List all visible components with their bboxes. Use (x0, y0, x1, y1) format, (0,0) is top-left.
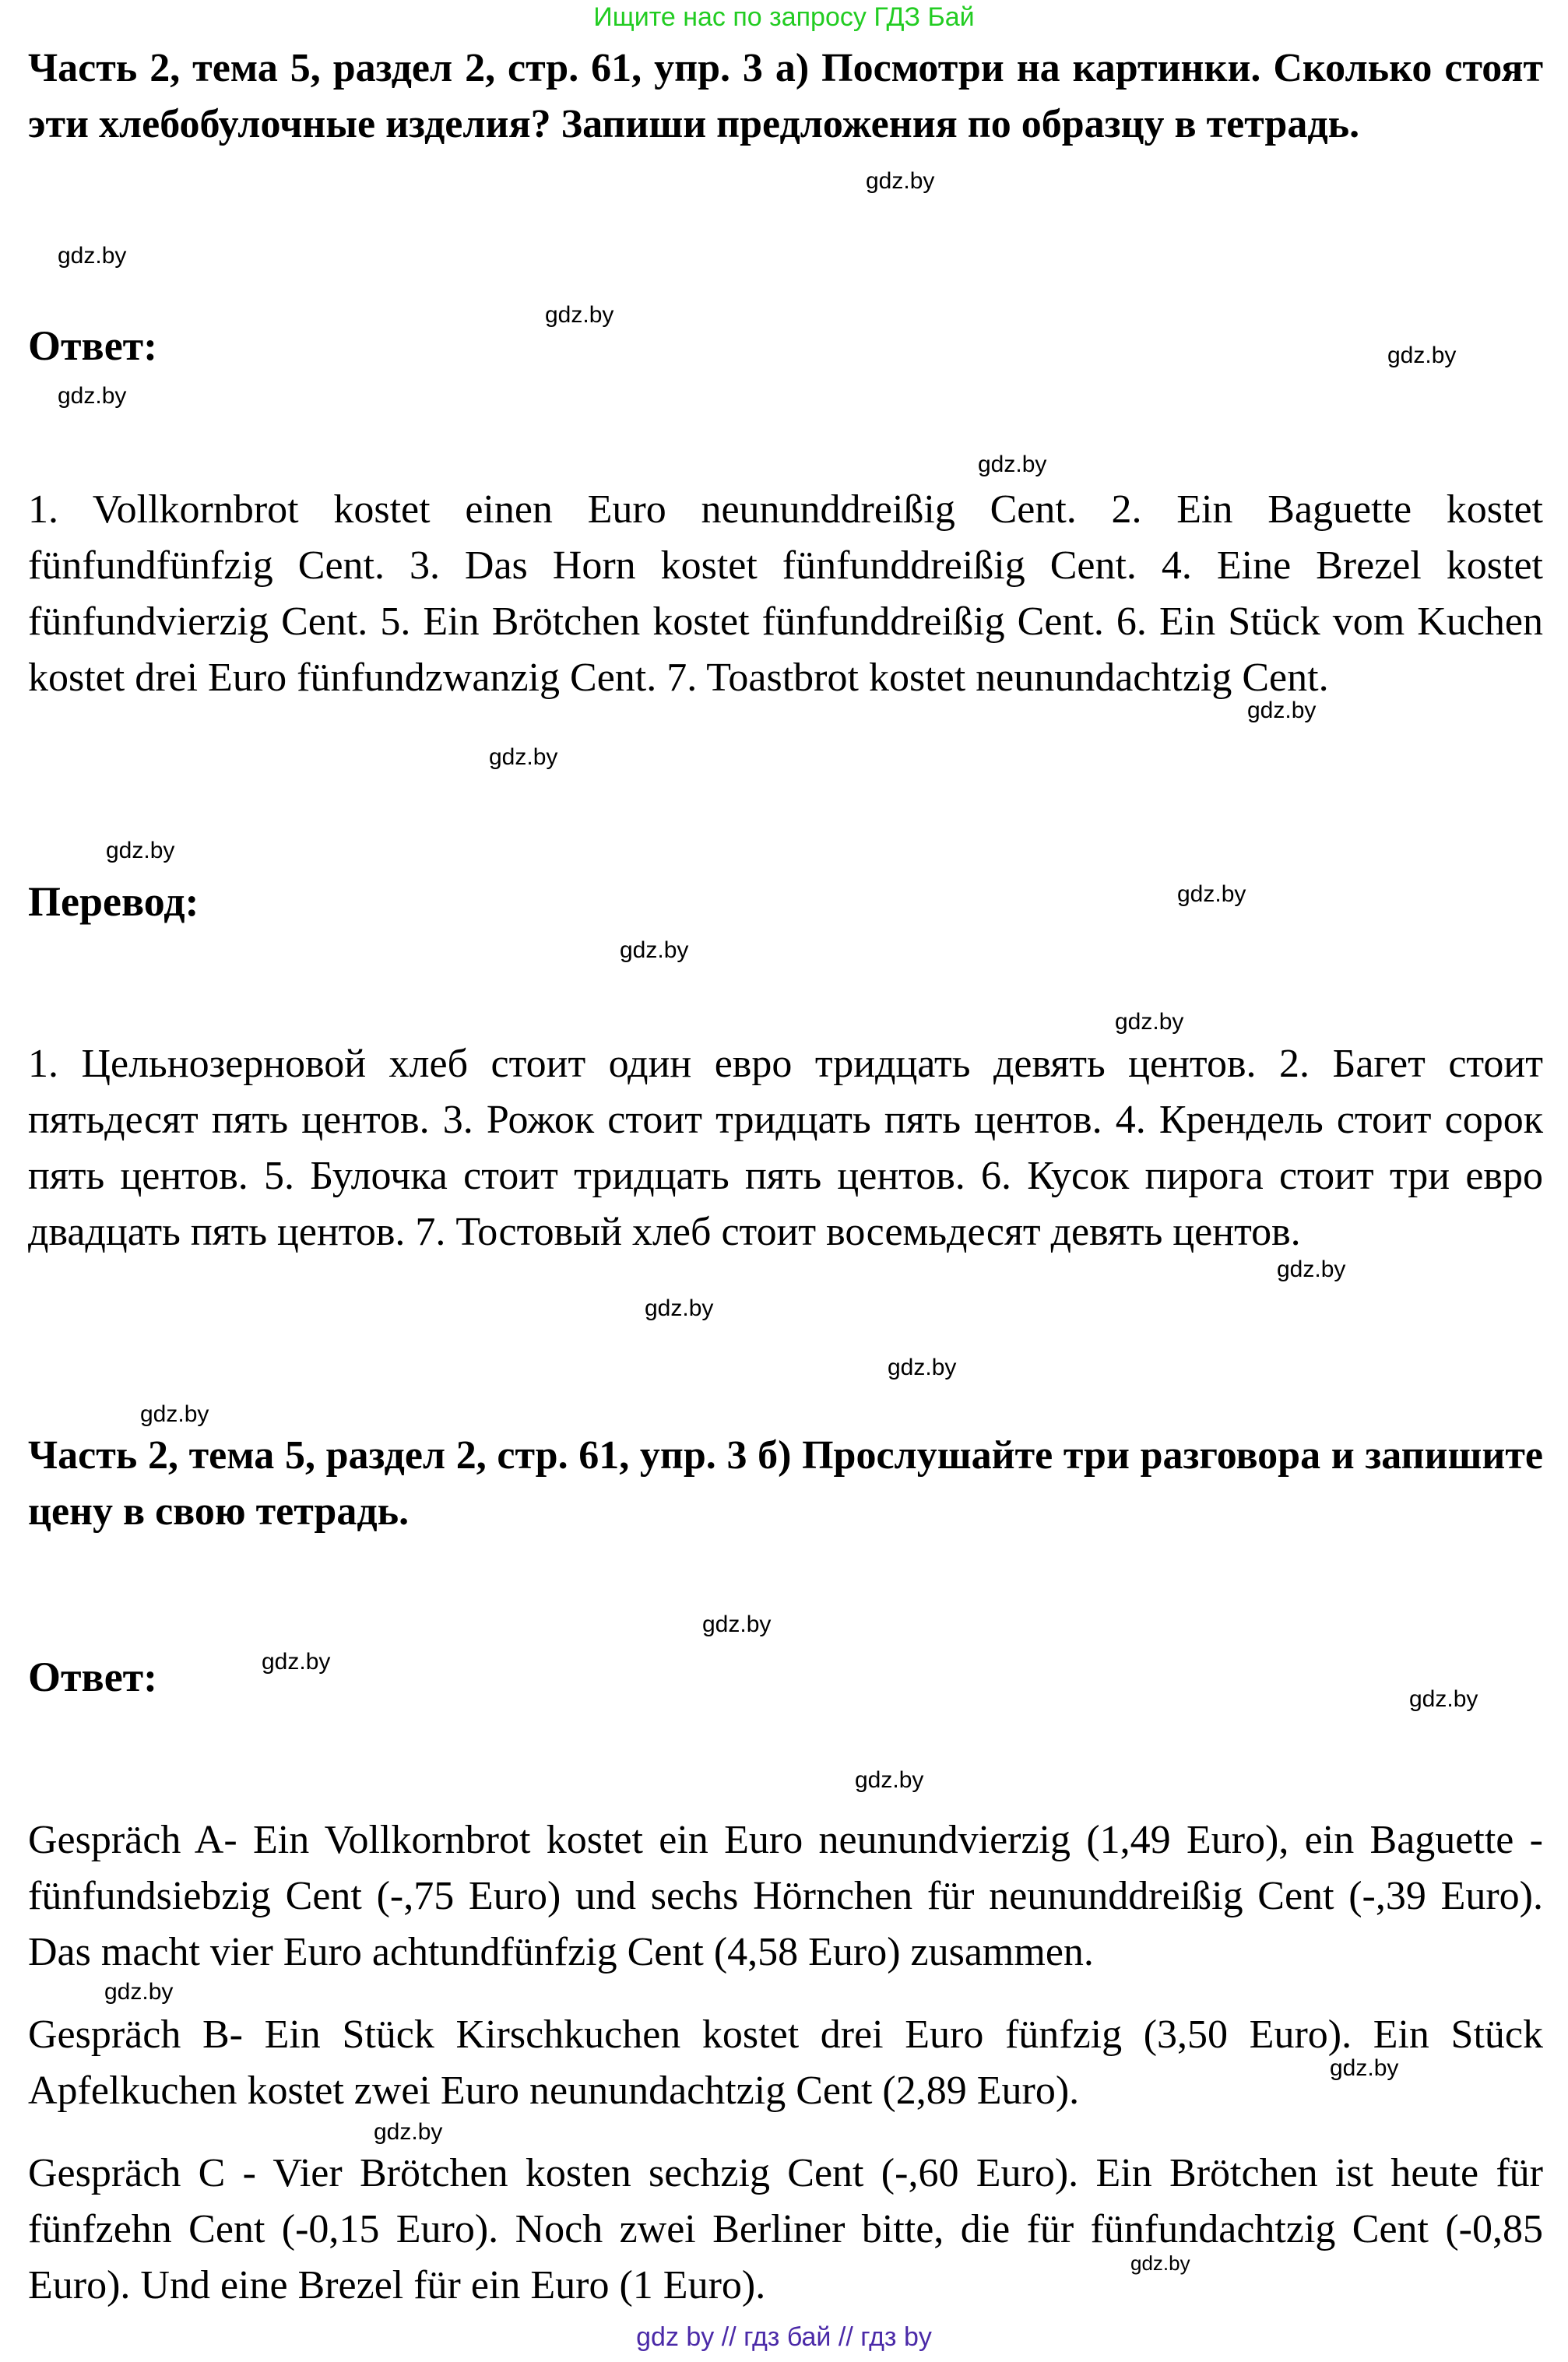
watermark: gdz.by (140, 1401, 209, 1427)
gespraech-c-text: Gespräch C - Vier Brötchen kosten sechzig Cent (-,60 Euro). Ein Brötchen ist heute für fünfzehn Cent (-0,15 Euro). Noch zwei Berliner bitte, die für fünfundachtzig Cent (-0,85 Euro). Und eine Brezel für ein Euro (1 Euro). (28, 2151, 1543, 2308)
exercise-3b-heading: Часть 2, тема 5, раздел 2, стр. 61, упр. 3 б) Прослушайте три разговора и запишите цену в свою тетрадь. (28, 1433, 1543, 1534)
watermark: gdz.by (1387, 343, 1457, 368)
watermark: gdz.by (106, 838, 175, 863)
watermark: gdz.by (888, 1355, 957, 1380)
exercise-3a-heading: Часть 2, тема 5, раздел 2, стр. 61, упр. 3 а) Посмотри на картинки. Сколько стоят эти хлебобулочные изделия? Запиши предложения по образцу в тетрадь. (28, 46, 1543, 146)
search-hint-link[interactable]: Ищите нас по запросу ГДЗ Бай (593, 2, 975, 32)
watermark: gdz.by (58, 383, 127, 409)
watermark: gdz.by (855, 1767, 924, 1793)
watermark: gdz.by (645, 1295, 714, 1321)
watermark: gdz.by (1409, 1686, 1478, 1712)
watermark: gdz.by (1330, 2055, 1399, 2081)
translation-text: 1. Цельнозерновой хлеб стоит один евро тридцать девять центов. 2. Багет стоит пятьдесят пять центов. 3. Рожок стоит тридцать пять центов. 4. Крендель стоит сорок пять центов. 5. Булочка стоит тридцать пять центов. 6. Кусок пирога стоит три евро двадцать пять центов. 7. Тостовый хлеб стоит восемьдесят девять центов. (28, 1042, 1543, 1254)
watermark: gdz.by (104, 1979, 174, 2005)
watermark: gdz.by (262, 1649, 331, 1675)
translation-label: Перевод: (28, 878, 199, 925)
answer-label-a: Ответ: (28, 322, 158, 369)
watermark: gdz.by (1277, 1257, 1346, 1282)
watermark: gdz.by (374, 2119, 443, 2145)
footer-site-links[interactable]: gdz by // гдз бай // гдз by (636, 2322, 932, 2352)
watermark: gdz.by (702, 1612, 772, 1637)
watermark: gdz.by (866, 168, 935, 194)
gespraech-a-text: Gespräch A- Ein Vollkornbrot kostet ein Euro neunundvierzig (1,49 Euro), ein Baguette -fünfundsiebzig Cent (-,75 Euro) und sechs Hörnchen für neununddreißig Cent (-,39 Euro). Das macht vier Euro achtundfünfzig Cent (4,58 Euro) zusammen. (28, 1818, 1543, 1974)
watermark: gdz.by (1130, 2251, 1190, 2275)
answer-text-a: 1. Vollkornbrot kostet einen Euro neununddreißig Cent. 2. Ein Baguette kostet fünfundfünfzig Cent. 3. Das Horn kostet fünfunddreißig Cent. 4. Eine Brezel kostet fünfundvierzig Cent. 5. Ein Brötchen kostet fünfunddreißig Cent. 6. Ein Stück vom Kuchen kostet drei Euro fünfundzwanzig Cent. 7. Toastbrot kostet neunundachtzig Cent. (28, 487, 1543, 700)
watermark: gdz.by (58, 243, 127, 269)
watermark: gdz.by (978, 452, 1047, 477)
answer-label-b: Ответ: (28, 1654, 158, 1700)
watermark: gdz.by (1177, 881, 1246, 907)
watermark: gdz.by (545, 302, 614, 328)
watermark: gdz.by (1247, 698, 1317, 723)
gespraech-b-text: Gespräch B- Ein Stück Kirschkuchen kostet drei Euro fünfzig (3,50 Euro). Ein Stück Apfelkuchen kostet zwei Euro neunundachtzig Cent (2,89 Euro). (28, 2012, 1543, 2113)
watermark: gdz.by (620, 937, 689, 963)
watermark: gdz.by (1115, 1009, 1184, 1035)
watermark: gdz.by (489, 744, 558, 770)
